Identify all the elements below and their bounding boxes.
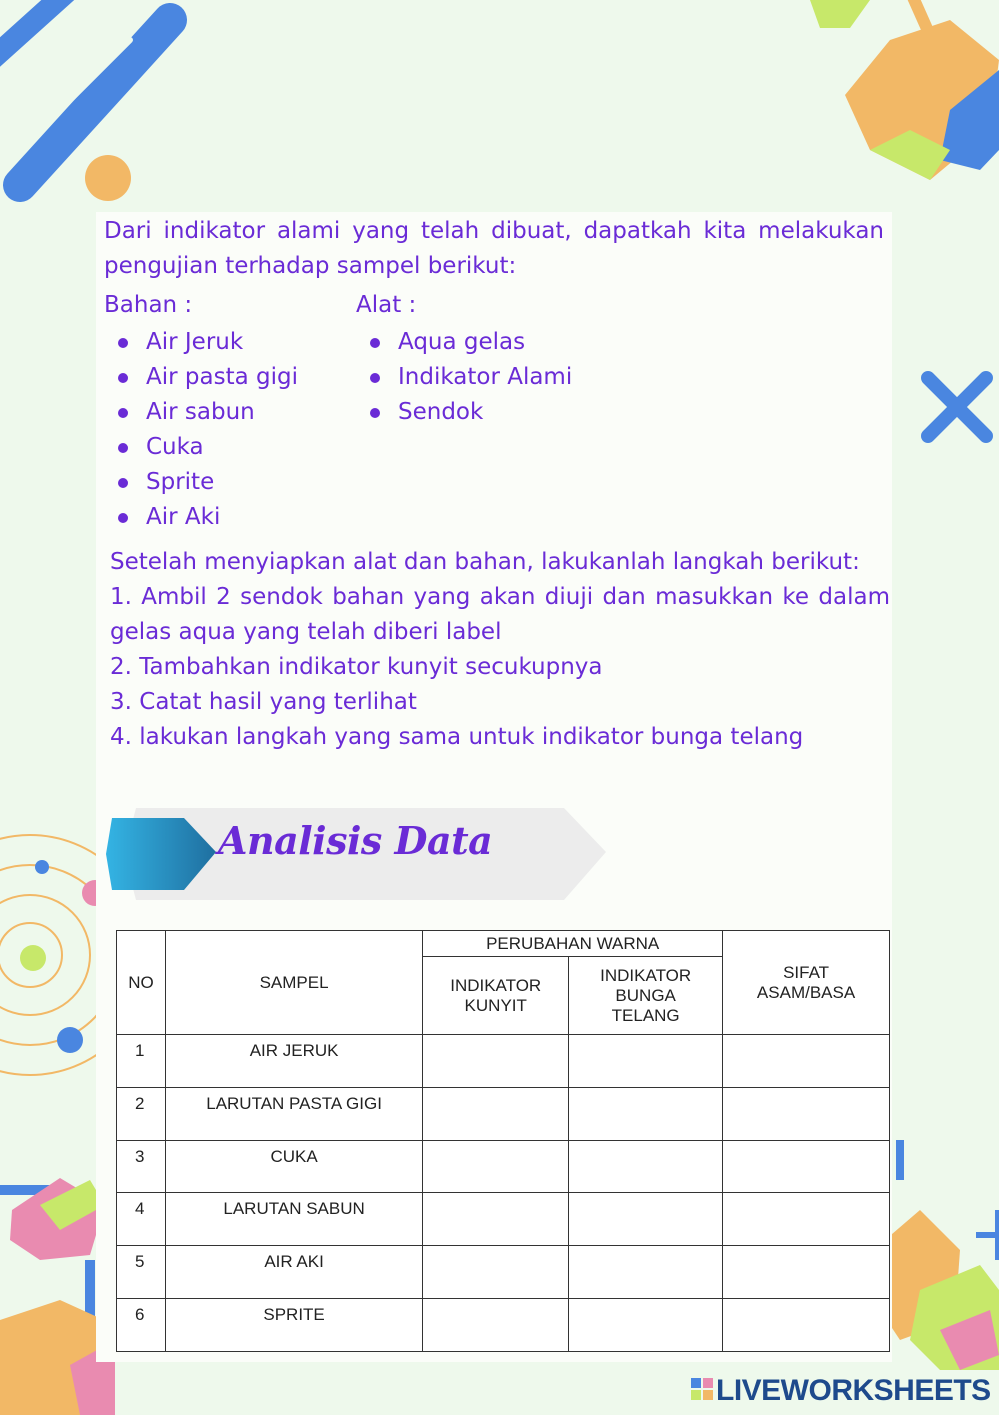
watermark: LIVEWORKSHEETS <box>716 1374 991 1407</box>
alat-list <box>356 325 572 430</box>
list-item: Air Jeruk <box>104 325 298 360</box>
list-item: Cuka <box>104 430 298 465</box>
list-item: Sendok <box>356 395 572 430</box>
cell-kunyit[interactable] <box>423 1299 569 1352</box>
header-no: NO <box>117 931 166 1035</box>
list-item: Aqua gelas <box>356 325 572 360</box>
table-row <box>117 1140 890 1193</box>
liveworksheets-logo-icon <box>691 1378 713 1402</box>
step-item: 2. Tambahkan indikator kunyit secukupnya <box>110 654 603 680</box>
row-sample: LARUTAN PASTA GIGI <box>165 1087 422 1140</box>
header-color-change: PERUBAHAN WARNA <box>423 931 723 957</box>
cell-telang[interactable] <box>569 1140 723 1193</box>
decor-bottom-right-cubes <box>880 1140 999 1380</box>
header-sample: SAMPEL <box>165 931 422 1035</box>
table-row <box>117 1087 890 1140</box>
table-row <box>117 1035 890 1088</box>
cell-telang[interactable] <box>569 1246 723 1299</box>
cell-telang[interactable] <box>569 1035 723 1088</box>
decor-top-left-stripes <box>0 0 200 210</box>
intro-paragraph <box>104 214 884 284</box>
header-telang: INDIKATOR BUNGA TELANG <box>569 957 723 1035</box>
section-title: Analisis Data <box>218 818 493 863</box>
row-no: 3 <box>117 1140 166 1193</box>
row-sample: AIR JERUK <box>165 1035 422 1088</box>
step-item: 3. Catat hasil yang terlihat <box>110 689 417 715</box>
analysis-table <box>116 930 890 1352</box>
cell-kunyit[interactable] <box>423 1246 569 1299</box>
row-no: 2 <box>117 1087 166 1140</box>
alat-heading: Alat : <box>356 292 417 318</box>
table-row <box>117 1246 890 1299</box>
list-item: Indikator Alami <box>356 360 572 395</box>
row-no: 6 <box>117 1299 166 1352</box>
list-item: Air pasta gigi <box>104 360 298 395</box>
cell-nature[interactable] <box>723 1193 890 1246</box>
decor-cross-icon <box>918 368 998 448</box>
table-header-row <box>117 931 890 957</box>
cell-nature[interactable] <box>723 1140 890 1193</box>
cell-telang[interactable] <box>569 1087 723 1140</box>
list-item: Sprite <box>104 465 298 500</box>
cell-kunyit[interactable] <box>423 1087 569 1140</box>
cell-kunyit[interactable] <box>423 1193 569 1246</box>
cell-nature[interactable] <box>723 1087 890 1140</box>
row-sample: LARUTAN SABUN <box>165 1193 422 1246</box>
list-item: Air sabun <box>104 395 298 430</box>
decor-top-right-hexagons <box>800 0 999 200</box>
cell-kunyit[interactable] <box>423 1140 569 1193</box>
row-sample: AIR AKI <box>165 1246 422 1299</box>
row-no: 5 <box>117 1246 166 1299</box>
cell-nature[interactable] <box>723 1246 890 1299</box>
header-kunyit: INDIKATOR KUNYIT <box>423 957 569 1035</box>
step-item: 4. lakukan langkah yang sama untuk indikator bunga telang <box>110 724 804 750</box>
table-row <box>117 1299 890 1352</box>
row-no: 4 <box>117 1193 166 1246</box>
row-sample: SPRITE <box>165 1299 422 1352</box>
cell-telang[interactable] <box>569 1193 723 1246</box>
header-nature: SIFAT ASAM/BASA <box>723 931 890 1035</box>
intro-text: Dari indikator alami yang telah dibuat, dapatkah kita melakukan pengujian terhadap sampel berikut: <box>104 218 884 279</box>
table-row <box>117 1193 890 1246</box>
row-sample: CUKA <box>165 1140 422 1193</box>
bahan-heading: Bahan : <box>104 292 193 318</box>
cell-nature[interactable] <box>723 1299 890 1352</box>
steps-section <box>110 545 890 755</box>
cell-nature[interactable] <box>723 1035 890 1088</box>
cell-kunyit[interactable] <box>423 1035 569 1088</box>
list-item: Air Aki <box>104 500 298 535</box>
cell-telang[interactable] <box>569 1299 723 1352</box>
steps-lead: Setelah menyiapkan alat dan bahan, lakukanlah langkah berikut: <box>110 549 860 575</box>
row-no: 1 <box>117 1035 166 1088</box>
step-item: 1. Ambil 2 sendok bahan yang akan diuji dan masukkan ke dalam gelas aqua yang telah diberi label <box>110 584 890 645</box>
bahan-list <box>104 325 298 535</box>
